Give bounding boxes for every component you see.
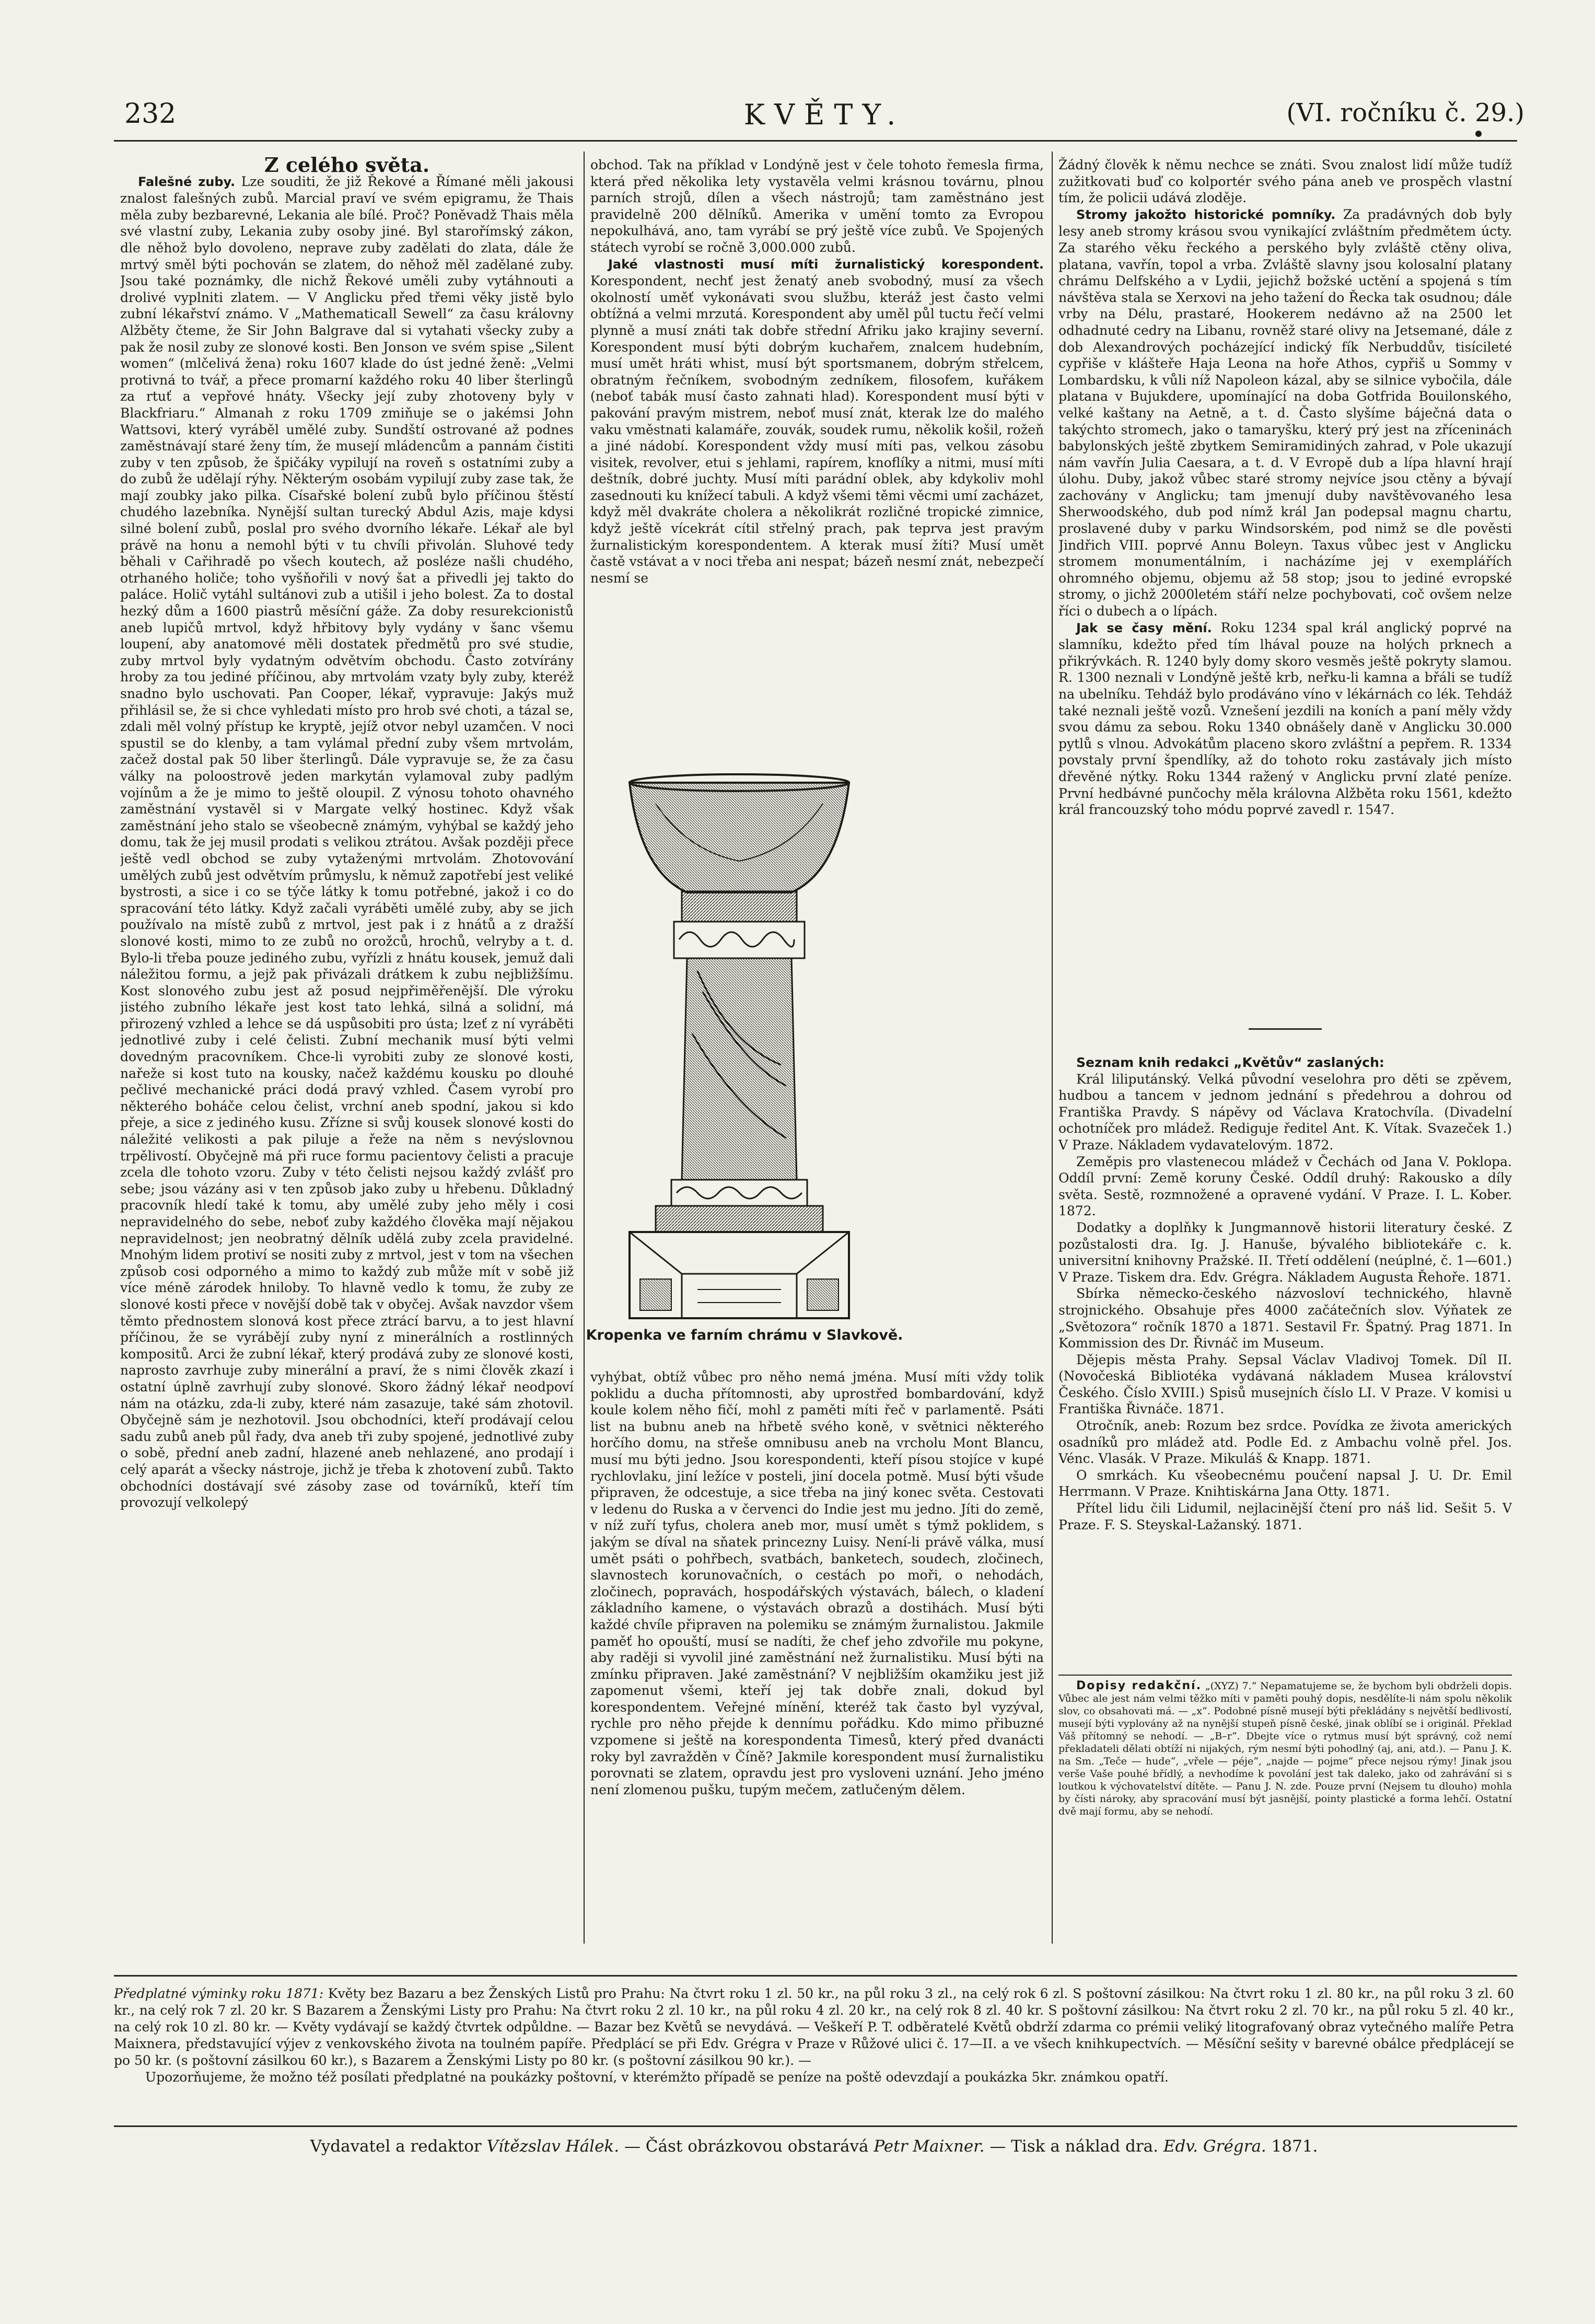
column-3-top <box>1058 157 1512 1014</box>
page-number: 232 <box>124 98 177 130</box>
column-2-bottom <box>590 1369 1044 1944</box>
subscription-text: Předplatné výminky roku 1871: Květy bez Bazaru a bez Ženských Listů pro Prahu: Na čtvrt roku 1 zl. 50 kr., na půl roku 3 zl., na celý rok 6 zl. S poštovní zásilkou: Na čtvrt roku 1 zl. 80 kr., na půl roku 3 zl. 60 kr., na celý rok 7 zl. 20 kr. S Bazarem a Ženskými Listy pro Prahu: Na čtvrt roku 2 zl. 10 kr., na půl roku 4 zl. 20 kr., na celý rok 8 zl. 40 kr. S poštovní zásilkou: Na čtvrt roku 2 zl. 70 kr., na půl roku 5 zl. 40 kr., na celý rok 10 zl. 80 kr. — Květy vydávají se každý čtvrtek odpůldne. — Bazar bez Květů se nevydává. — Veškeří P. T. odběratelé Květů obdrží zdarma co prémii veliký litografovaný obraz vytečného malíře Petra Maixnera, představující výjev z venkovského života na toulném papíře. Předplácí se při Edv. Grégra v Praze v Růžové ulici č. 17—II. a ve všech knihkupectvích. — Měsíční sešity v barevné obálce předplácejí se po 50 kr. (s poštovní zásilkou 60 kr.), s Bazarem a Ženskými Listy po 80 kr. (s poštovní zásilkou 90 kr.). — <box>114 1986 1514 2068</box>
subscription-terms <box>114 1985 1514 2086</box>
subscription-lead: Předplatné výminky roku 1871: <box>114 1986 324 2001</box>
column-2-top <box>590 157 1044 763</box>
column-1 <box>120 157 574 1944</box>
article-stromy <box>1058 206 1512 620</box>
section-title: Z celého světa. <box>264 157 430 177</box>
column-divider <box>1052 152 1053 1944</box>
figure-caption: Kropenka ve farním chrámu v Slavkově. <box>586 1327 903 1343</box>
book-entry: Dodatky a doplňky k Jungmannově historii literatury české. Z pozůstalosti dra. Ig. J. Hanuše, bývalého bibliotekáře c. k. universitní knihovny Pražské. II. Třetí oddělení (neúplné, č. 1—601.) V Praze. Tiskem dra. Edv. Grégra. Nákladem Augusta Řehoře. 1871. <box>1058 1219 1512 1285</box>
subscription-note: Upozorňujeme, že možno též posílati předplatné na poukázky poštovní, v kterémžto případě se peníze na poště odevzdají a poukázka 5kr. známkou opatří. <box>145 2070 1169 2085</box>
article-body: obchod. Tak na příklad v Londýně jest v čele tohoto řemesla firma, která před několika lety vystavěla velmi krásnou továrnu, plnou parních strojů, dílen a všech nástrojů; tam zaměstnáno jest pravidelně 200 dělníků. Amerika v umění tomto za Evropou nepokulhává, ano, tam vyrábí se prý ještě více zubů. Ve Spojených státech vyrobí se ročně 3,000.000 zubů. <box>590 157 1044 255</box>
column-divider <box>584 152 585 1944</box>
header-dot <box>1475 131 1482 137</box>
page-header <box>124 98 1524 145</box>
article-body: Žádný člověk k němu nechce se znáti. Svou znalost lidí může tudíž zužitkovati buď co kolportér svého pána aneb ve prospěch vlastní tím, že policii udává zloděje. <box>1058 157 1512 206</box>
book-list-heading: Seznam knih redakci „Květův“ zaslaných: <box>1076 1055 1384 1070</box>
article-body: vyhýbat, obtíž vůbec pro něho nemá jména. Musí míti vždy tolik poklidu a ducha přítomnosti, aby uprostřed bombardování, když koule kolem něho fičí, mohl z paměti míti řeč v parlamentě. Psáti list na bubnu aneb na hřbetě svého koně, v světnici některého horčího domu, na střeše omnibusu aneb na vrcholu Mont Blancu, musí mu býti jedno. Jsou korespondenti, kteří písou stojíce v kupé rychlovlaku, jiní ležíce v posteli, jiní docela potmě. Musí býti všude připraven, že odcestuje, a sice třeba na jiný konec světa. Cestovati v ledenu do Ruska a v červenci do Indie jest mu jedno. Jíti do země, v níž zuří tyfus, cholera aneb mor, musí umět s týmž poklidem, s jakým se díval na sňatek princezny Luisy. Není-li právě válka, musí umět psáti o pohřbech, svatbách, banketech, soudech, zločinech, slavnostech korunovačních, o cestách po moři, o nehodách, zločinech, popravách, hospodářských výstavách, bálech, o kladení základního kamene, o výstavách obrazů a dostihách. Musí býti každé chvíle připraven na polemiku se známým žurnalistou. Jakmile paměť ho opouští, musí se nadíti, že chef jeho zdvořile mu pokyne, aby raději si vyvolil jiné zaměstnání než žurnalistiku. Musí býti na zmínku připraven. Jaké zaměstnání? V nejbližším okamžiku jest již zapomenut všemi, kteří jej tak dobře znali, dokud byl korespondentem. Veřejné mínění, kteréž tak často byl vyzýval, rychle pro něho přejde k dennímu pořádku. Kdo mimo přibuzné vzpomene si ještě na korespondenta Timesů, který před dvanácti roky byl zavražděn v Číně? Jakmile korespondent musí žurnalistiku porovnati se zlatem, opravdu jest pro vysloveni uznání. Jeho jméno není zlomenou pušku, tupým mečem, zatlučeným dělem. <box>590 1369 1044 1797</box>
book-entry: Král liliputánský. Velká původní veselohra pro děti se zpěvem, hudbou a tancem v jednom jednání s předehrou a dohrou od Františka Pravdy. S nápěvy od Václava Kratochvíla. (Divadelní ochotníček pro mládež. Rediguje ředitel Ant. K. Vítak. Svazeček 1.) V Praze. Nákladem vydavatelovým. 1872. <box>1058 1071 1512 1153</box>
article-heading: Stromy jakožto historické pomníky. <box>1076 207 1336 222</box>
book-entry: Otročník, aneb: Rozum bez srdce. Povídka ze života amerických osadníků pro mládež atd. Podle Ed. z Ambachu volně přel. Jos. Vénc. Vlasák. V Praze. Mikuláš & Knapp. 1871. <box>1058 1418 1512 1467</box>
editor-name: Vítězslav Hálek. <box>486 2137 620 2156</box>
article-heading: Falešné zuby. <box>138 174 236 189</box>
letters-to-editor <box>1058 1680 1512 1941</box>
article-korespondent <box>590 256 1044 587</box>
volume-issue: (VI. ročníku č. 29.) <box>1286 98 1524 127</box>
artist-name: Petr Maixner. <box>874 2137 985 2156</box>
article-body: Za pradávných dob byly lesy aneb stromy krásou svou vynikající zvláštním předmětem úcty. Za starého věku řeckého a perského byly zvláště ctěny oliva, platana, vavřín, topol a vrba. Zvláště slavny jsou kolosalní platany chrámu Delfského a v Lydii, jejichž božské uctění a spojená s tím návštěva stala se Xerxovi na jeho tažení do Řecka tak osudnou; dále vrby na Délu, prastaré, Hookerem nedávno až na 2500 let odhadnuté cedry na Libanu, rovněž staré olivy na Jetsemané, dále z dob Alexandrových pocházející indický fík Nerbuddův, tisícileté cypřiše v klášteře Haja Leona na hoře Athos, cypřiš u Sommy v Lombardsku, k vůli níž Napoleon kázal, aby se silnice vybočila, dále platana v Bujukdere, upomínající na doba Gotfrida Bouilonského, velké kaštany na Aetně, a t. d. Často slyšíme báječná data o takýchto stromech, jako o tamaryšku, který prý jest na zříceninách babylonských ještě zbytkem Semiramidiných zahrad, v Pole ukazují nám vavřín Julia Caesara, a t. d. V Evropě dub a lípa hlavní hrají úlohu. Duby, jakož vůbec staré stromy nejvíce jsou ctěny a bývají zachovány v Anglicku; tam jmenují duby navštěvovaného lesa Sherwoodského, dub pod nímž král Jan podepsal magnu chartu, proslavené duby v parku Windsorském, pod nimž se dle pověsti Jindřich VIII. poprvé Annu Boleyn. Taxus vůbec jest v Anglicku stromem monumentálním, i nacházíme jej v exemplářích ohromného objemu, objemu až 58 stop; jsou to jediné evropské stromy, o jichž 2000letém stáří nelze pochybovati, coč ovšem nelze říci o dubech a o lípách. <box>1058 206 1512 619</box>
dopisy-rule <box>1058 1675 1512 1676</box>
book-entry: Sbírka německo-českého názvosloví technického, hlavně strojnického. Obsahuje přes 4000 začátečních slov. Výňatek ze „Světozora“ ročník 1870 a 1871. Sestavil Fr. Špatný. Prag 1871. In Kommission des Dr. Řivnáč im Museum. <box>1058 1286 1512 1351</box>
section-divider <box>1249 1028 1322 1030</box>
header-rule <box>114 140 1517 142</box>
letters-body: Dopisy redakční. „(XYZ) 7.“ Nepamatujeme se, že bychom byli obdrželi dopis. Vůbec ale jest nám velmi těžko míti v paměti pouhý dopis, nesdělíte-li nám spolu několik slov, co obsahovati má. — „x“. Podobné písně musejí býti překládány s největší bedlivostí, musejí býti vyplovány až na nynější stupeň písně české, jinak oblíbí se i originál. Překlad Váš přítomný se nehodí. — „B–r“. Dbejte více o rytmus musí být správný, což nemí překladateli dělati obtíží ni nijakých, rým nesmí býti pohodlný (aj, ani, atd.). — Panu J. K. na Sm. „Teče — hude“, „vřele — péje“, „najde — pojme“ přece nejsou rýmy! Jinak jsou verše Vaše pouhé břídlý, a nevhodíme k povolání jest tak daleko, jako od zahrávání si s loutkou k výchovatelství dítěte. — Panu J. N. zde. Pouze první (Nejsem tu dlouho) mohla by čísti nároky, aby spracování musí být jasnější, pointy plastické a forma lehčí. Ostatní dvě mají formu, aby se nehodí. <box>1058 1680 1512 1817</box>
book-entry: Zeměpis pro vlastenecou mládež v Čechách od Jana V. Poklopa. Oddíl první: Země koruny České. Oddíl druhý: Rakousko a díly světa. Sestě, rozmnožené a opravené vydání. V Praze. I. L. Kober. 1872. <box>1058 1154 1512 1219</box>
book-entry: Přítel lidu čili Lidumil, nejlacinější čtení pro náš lid. Sešit 5. V Praze. F. S. Steyskal-Lažanský. 1871. <box>1058 1501 1512 1532</box>
book-list <box>1058 1054 1512 1671</box>
article-heading: Jaké vlastnosti musí míti žurnalistický korespondent. <box>608 257 1044 272</box>
article-falesne-zuby <box>120 173 574 1511</box>
printer-name: Edv. Grégra. <box>1163 2137 1266 2156</box>
letters-heading: Dopisy redakční. <box>1076 1680 1202 1692</box>
font-engraving <box>624 772 854 1323</box>
article-heading: Jak se časy mění. <box>1076 620 1212 635</box>
book-entry: O smrkách. Ku všeobecnému poučení napsal J. U. Dr. Emil Herrmann. V Praze. Knihtiskárna Jana Otty. 1871. <box>1058 1467 1512 1500</box>
article-body: Roku 1234 spal král anglický poprvé na slamníku, kdežto před tím lhával pouze na holých prknech a přikrývkách. R. 1240 byly domy skoro vesměs ještě pokryty slamou. R. 1300 neznali v Londýně ještě krb, neřku-li kamna a břáli se tudíž na ubelníku. Tehdáž bylo prodáváno víno v lékárnách co lék. Tehdáž také neznali ještě vozů. Vznešení jezdili na koních a paní měly vždy svou dámu za sebou. Roku 1340 obnášely daně v Anglicku 30.000 pytlů s vlnou. Advokátům placeno skoro zvláštní a pepřem. R. 1334 povstaly první špendlíky, až do tohoto roku zastávaly jich místo dřevěné nýtky. Roku 1344 ražený v Anglicku první zlaté peníze. První hedbávné punčochy měla královna Alžběta roku 1561, kdežto král francouzský toho módu poprvé zavedl r. 1547. <box>1058 620 1512 818</box>
article-jak-se-casy-meni <box>1058 620 1512 818</box>
article-body: Korespondent, nechť jest ženatý aneb svobodný, musí za všech okolností uměť vykonávati svou službu, kteráž jest často velmi obtížná a velmi mrzutá. Korespondent aby uměl půl tuctu řečí velmi plynně a musí znáti tak dobře střední Afriku jako krajiny severní. Korespondent musí býti dobrým kuchařem, znalcem hudebním, musí umět hráti whist, musí být sportsmanem, dobrým střelcem, obratným řečníkem, svobodným zedníkem, filosofem, kuřákem (neboť tabák musí často zahnati hlad). Korespondent musí býti v pakování pravým mistrem, neboť musí znát, kterak lze do malého vaku vměstnati kalamáře, zouvák, soudek rumu, několik košil, rožeň a jiné nádobí. Korespondent vždy musí míti pas, velkou zásobu visitek, revolver, etui s jehlami, rapírem, knoflíky a nitmi, musí míti deštník, dobré juchty. Musí míti parádní oblek, aby kdykoliv mohl zasednouti ku knížecí tabuli. A když všemi těmi věcmi umí zacházet, když měl dvakráte cholera a několikrát rozličné tropické zimnice, když ještě vícekrát cítil střelný prach, pak teprva jest pravým žurnalistickým korespondentem. A kterak musí žíti? Musí umět častě vstávat a v noci třeba ani nespat; bázeň nesmí znát, nebezpečí nesmí se <box>590 273 1044 586</box>
footer-rule <box>114 1975 1517 1977</box>
magazine-title: KVĚTY. <box>743 98 905 131</box>
book-entry: Dějepis města Prahy. Sepsal Václav Vladivoj Tomek. Díl II. (Novočeská Bibliotéka vydávaná nákladem Musea království Českého. Číslo XVIII.) Spisů musejních číslo LI. V Praze. V komisi u Františka Řivnáče. 1871. <box>1058 1352 1512 1417</box>
article-body: Lze souditi, že již Řekové a Římané měli jakousi znalost falešných zubů. Marcial praví ve svém epigramu, že Thais měla zuby bezbarevné, Lekania ale bílé. Proč? Poněvadž Thais měla své vlastní zuby, Lekania zuby osoby jiné. Byl starořímský zákon, dle něhož bylo dovoleno, neprave zuby zadělati do zlata, dále že mrtvý směl býti pochován se zlatem, do něhož měl zadělané zuby. Jsou také poznámky, dle nichž Řekové uměli zuby vytáhnouti a drolivé vyplniti zlatem. — V Anglicku před třemi věky jistě bylo zubní lékařství známo. V „Mathematicall Sewell“ za času královny Alžběty čteme, že Sir John Balgrave dal si vytahati všecky zuby a pak že nosil zuby ze slonové kosti. Ben Jonson ve svém spise „Silent women“ (mlčelivá žena) roku 1607 klade do úst jedné ženě: „Velmi protivná to tvář, a přece promarní každého roku 40 liber šterlingů za rtuť a vepřové hnáty. Všecky její zuby zhotoveny byly v Blackfriaru.“ Almanah z roku 1709 zmiňuje se o jakémsi John Wattsovi, který vyráběl umělé zuby. Sundští ostrované až podnes zaměstnávají staré ženy tím, že musejí mládencům a pannám čistiti zuby v ten způsob, že špičáky vypilují na roveň s ostatními zuby a do zubů že udělají rýhy. Některým osobám vypilují zuby zase tak, že mají zoubky jako pilka. Císařské bolení zubů bylo příčinou štěstí chudého lazebníka. Nynější sultan turecký Abdul Azis, maje kdysi silné bolení zubů, poslal pro svého dvorního lékaře. Lékař ale byl právě na honu a nemohl býti v tu chvíli přivolán. Sluhové tedy běhali v Cařihradě po všech koutech, až posléze našli chudého, otrhaného holiče; toho vyšňořili v nový šat a přivedli jej takto do paláce. Holič vytáhl sultánovi zub a utišil i jeho bolest. Za to dostal hezký dům a 1600 piastrů měsíční gáže. Za doby resurekcionistů aneb lupičů mrtvol, když hřbitovy byly vydány v šanc všemu loupení, aby anatomové měli dostatek předmětů pro své studie, zuby mrtvol byly vydatným odvětvím obchodu. Často zotvírány hroby za tou jediné příčinou, aby mrtvolám vzaty byly zuby, kteréž snadno bylo uschovati. Pan Cooper, lékař, vypravuje: Jakýs muž přihlásil se, že si chce vyhledati místo pro hrob své choti, a tázal se, zdali měl volný přístup ke kryptě, jejíž otvor nebyl uzamčen. V noci spustil se do klenby, a tam vylámal přední zuby všem mrtvolám, začež dostal pak 50 liber šterlingů. Dále vypravuje se, že za času války na poloostrově jeden markytán vylamoval zuby padlým vojínům a že je mimo to ještě oloupil. Z výnosu tohoto ohavného zaměstnání vystavěl si v Margate velký hostinec. Když však zaměstnání jeho stalo se všeobecně známým, vyhýbal se každý jeho domu, tak že jej musil prodati s velikou ztrátou. Avšak později přece ještě vedl obchod se zuby vytaženými mrtvolám. Zhotovování umělých zubů jest odvětvím průmyslu, k němuž zapotřebí jest veliké bystrosti, a sice i co se týče látky k tomu potřebné, jakož i co do spracování této látky. Když začali vyráběti umělé zuby, aby se jich používalo na místě zubů z mrtvol, jest pak i z hnátů a z dražší slonové kosti, mimo to ze zubů no orožců, hrochů, velryby a t. d. Bylo-li třeba pouze jediného zubu, vyřízli z hnátu kousek, jemuž dali náležitou formu, a jejž pak přivázali drátkem k zubu nejbližšímu. Kost slonového zubu jest až posud nejpřiměřenější. Dle výroku jistého zubního lékaře jest kost tato lehká, silná a solidní, má přirozený vzhled a lehce se dá uspůsobiti pro ústa; lzeť z ní vyráběti jednotlivé zuby i celé čelisti. Zubní mechanik musí býti velmi dovedným pracovníkem. Chce-li vyrobiti zuby ze slonové kosti, nařeže si kost tuto na kousky, načež každému kousku po dlouhé pečlivé mechanické práci dodá pravý vzhled. Časem vyrobí pro některého boháče celou čelist, vrchní aneb spodní, jakou si kdo přeje, a sice z jediného kusu. Zřízne si svůj kousek slonové kosti do náležité velikosti a pak piluje a řeže na něm s nevýslovnou trpělivostí. Obyčejně má při ruce formu pacientovy čelisti a pracuje zcela dle tohoto vzoru. Zuby v této čelisti nejsou každý zvlášť pro sebe; jsou vázány asi v ten způsob jako zuby u hřebenu. Důkladný pracovník hledí také k tomu, aby umělé zuby jeho měly i cosi nepravidelného do sebe, neboť zuby každého člověka mají nějakou nepravidelnost; jen neobratný dělník udělá zuby zcela pravidelné. Mnohým lidem protiví se nositi zuby z mrtvol, jest v tom na všechen způsob cosi odporného a mimo to každý zub může mít v sobě již více méně zárodek hniloby. To hlavně vedlo k tomu, že zuby ze slonové kosti přece v novější době tak v obyčej. Avšak navzdor všem těmto přednostem slonová kost přece ztrácí barvu, a to jest hlavní příčinou, že se vyrábějí zuby nyní z minerálních a rostlinných kompositů. Arci že zubní lékař, který prodává zuby ze slonové kosti, naprosto zavrhuje zuby minerální a praví, že s nimi člověk zkazí i ostatní úplně zavrhují zuby slonové. Skoro žádný lékař neodpoví nám na otázku, zda-li zuby, které nám zasazuje, také sám zhotovil. Obyčejně sám je nezhotovil. Jsou obchodníci, kteří prodávají celou sadu zubů aneb půl řady, dva aneb tři zuby spojené, jednotlivé zuby o sobě, přední aneb zadní, hlazené aneb nehlazené, ano prodají i celý aparát a všecky nástroje, jichž je třeba k zhotovení zubů. Takto obchodníci dostávají své zásoby zase od továrníků, kteří tím provozují velkolepý <box>120 173 574 1510</box>
imprint: Vydavatel a redaktor Vítězslav Hálek. — Část obrázkovou obstarává Petr Maixner. — Tisk a náklad dra. Edv. Grégra. 1871. <box>310 2137 1318 2156</box>
imprint-rule <box>114 2125 1517 2127</box>
